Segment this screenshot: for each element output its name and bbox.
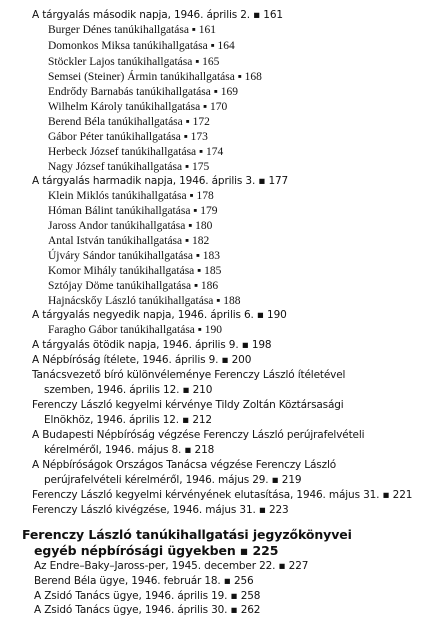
toc-entry: Endrődy Barnabás tanúkihallgatása ▪ 169 bbox=[48, 86, 238, 98]
toc-day-heading: A tárgyalás harmadik napja, 1946. április 3. ▪ 177 bbox=[32, 175, 289, 187]
toc-entry: Az Endre–Baky–Jaross-per, 1945. december 22. ▪ 227 bbox=[34, 560, 309, 572]
toc-entry: Gábor Péter tanúkihallgatása ▪ 173 bbox=[48, 131, 208, 143]
toc-entry: A Zsidó Tanács ügye, 1946. április 19. ▪ 258 bbox=[34, 590, 261, 602]
toc-entry-continued: Elnökhöz, 1946. április 12. ▪ 212 bbox=[44, 414, 212, 426]
toc-day-heading: A tárgyalás negyedik napja, 1946. április 6. ▪ 190 bbox=[32, 309, 287, 321]
toc-entry: Újváry Sándor tanúkihallgatása ▪ 183 bbox=[48, 250, 221, 262]
toc-entry: A Népbíróságok Országos Tanácsa végzése Ferenczy László bbox=[32, 459, 337, 471]
toc-entry: Jaross Andor tanúkihallgatása ▪ 180 bbox=[48, 220, 213, 232]
toc-entry: Domonkos Miksa tanúkihallgatása ▪ 164 bbox=[48, 40, 235, 52]
toc-day-heading: A tárgyalás ötödik napja, 1946. április 9. ▪ 198 bbox=[32, 339, 272, 351]
toc-entry: Burger Dénes tanúkihallgatása ▪ 161 bbox=[48, 24, 217, 36]
toc-day-heading: A tárgyalás második napja, 1946. április 2. ▪ 161 bbox=[32, 9, 283, 21]
toc-entry: Berend Béla ügye, 1946. február 18. ▪ 256 bbox=[34, 575, 254, 587]
toc-entry: A Zsidó Tanács ügye, 1946. április 30. ▪ 262 bbox=[34, 604, 261, 616]
toc-entry: Semsei (Steiner) Ármin tanúkihallgatása ▪ 168 bbox=[48, 71, 262, 83]
toc-entry: A Budapesti Népbíróság végzése Ferenczy László perújrafelvételi bbox=[32, 429, 365, 441]
toc-entry: Faragho Gábor tanúkihallgatása ▪ 190 bbox=[48, 324, 222, 336]
toc-entry: Wilhelm Károly tanúkihallgatása ▪ 170 bbox=[48, 101, 228, 113]
toc-entry-continued: szemben, 1946. április 12. ▪ 210 bbox=[44, 384, 213, 396]
toc-entry: Antal István tanúkihallgatása ▪ 182 bbox=[48, 235, 210, 247]
toc-entry: Klein Miklós tanúkihallgatása ▪ 178 bbox=[48, 190, 214, 202]
toc-entry: Nagy József tanúkihallgatása ▪ 175 bbox=[48, 161, 210, 173]
toc-entry: Ferenczy László kegyelmi kérvénye Tildy Zoltán Köztársasági bbox=[32, 399, 344, 411]
toc-entry: Stöckler Lajos tanúkihallgatása ▪ 165 bbox=[48, 56, 220, 68]
toc-entry-continued: kérelméről, 1946. május 8. ▪ 218 bbox=[44, 444, 215, 456]
toc-entry: Tanácsvezető bíró különvéleménye Ferenczy László ítéletével bbox=[32, 369, 346, 381]
toc-entry: Sztójay Döme tanúkihallgatása ▪ 186 bbox=[48, 280, 219, 292]
toc-entry: Hajnácskőy László tanúkihallgatása ▪ 188 bbox=[48, 295, 241, 307]
section-heading-continued: egyéb népbírósági ügyekben ▪ 225 bbox=[34, 543, 279, 558]
toc-entry: Ferenczy László kivégzése, 1946. május 31. ▪ 223 bbox=[32, 504, 289, 516]
toc-entry: A Népbíróság ítélete, 1946. április 9. ▪ 200 bbox=[32, 354, 252, 366]
toc-entry: Hóman Bálint tanúkihallgatása ▪ 179 bbox=[48, 205, 218, 217]
toc-entry: Herbeck József tanúkihallgatása ▪ 174 bbox=[48, 146, 224, 158]
toc-entry: Komor Mihály tanúkihallgatása ▪ 185 bbox=[48, 265, 222, 277]
section-heading: Ferenczy László tanúkihallgatási jegyzőkönyvei bbox=[22, 527, 352, 542]
toc-entry-continued: perújrafelvételi kérelméről, 1946. május 29. ▪ 219 bbox=[44, 474, 302, 486]
toc-entry: Ferenczy László kegyelmi kérvényének elutasítása, 1946. május 31. ▪ 221 bbox=[32, 489, 413, 501]
toc-entry: Berend Béla tanúkihallgatása ▪ 172 bbox=[48, 116, 210, 128]
